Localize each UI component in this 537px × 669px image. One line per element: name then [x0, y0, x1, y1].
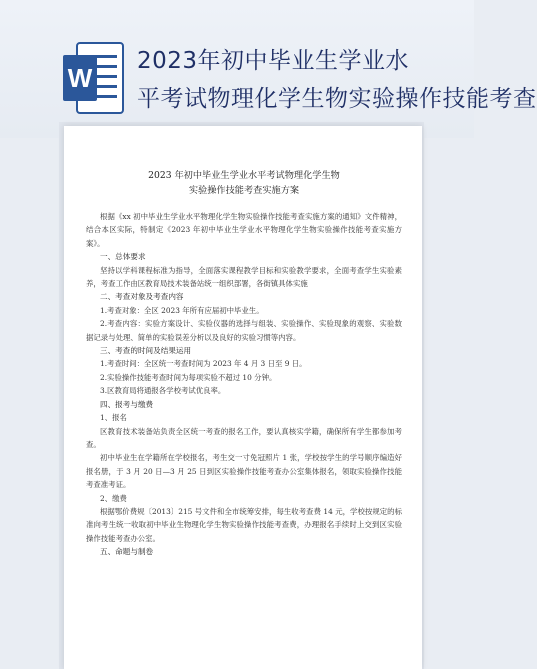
title-banner	[0, 0, 537, 138]
section-2-item-2: 2.考查内容：实验方案设计、实验仪器的选择与组装、实验操作、实验现象的观察、实验数据记录与处理、简单的实验误差分析以及良好的实验习惯等内容。	[86, 319, 402, 342]
section-1-text: 坚持以学科课程标准为指导，全面落实课程教学目标和实验教学要求，全面考查学生实验素养，考查工作由区教育局技术装备站统一组织部署，各街镇具体实施	[86, 265, 402, 289]
section-3-item-1: 1.考查时间：全区统一考查时间为 2023 年 4 月 3 日至 9 日。	[100, 359, 307, 369]
svg-text:W: W	[67, 63, 93, 93]
section-3-heading: 三、考查的时间及结果运用	[100, 346, 192, 356]
section-4-subheading-1: 1、报名	[100, 413, 127, 423]
banner-title-line-2: 平考试物理化学生物实验操作技能考查	[137, 86, 537, 112]
intro-paragraph: 根据《xx 初中毕业生学业水平物理化学生物实验操作技能考查实施方案的通知》文件精神，结合本区实际，特制定《2023 年初中毕业生学业水平物理化学生物实验操作技能考查实施方案》。	[86, 212, 402, 248]
banner-title-line-1: 2023年初中毕业生学业水	[137, 48, 410, 74]
section-4-subheading-2: 2、缴费	[100, 493, 127, 503]
microsoft-word-icon	[63, 41, 125, 115]
section-4-paragraph-1: 区教育技术装备站负责全区统一考查的报名工作，要认真核实学籍，确保所有学生都参加考查。	[86, 426, 402, 449]
section-4-heading: 四、报考与缴费	[100, 399, 154, 409]
document-page	[64, 126, 422, 669]
document-title-line-2: 实验操作技能考查实施方案	[188, 185, 300, 196]
document-body	[86, 168, 402, 559]
section-3-item-2: 2.实验操作技能考查时间为每项实验不超过 10 分钟。	[100, 372, 277, 382]
section-2-item-1: 1.考查对象：全区 2023 年所有应届初中毕业生。	[100, 305, 264, 315]
section-3-item-3: 3.区教育局将通报各学校考试优良率。	[100, 386, 226, 396]
section-5-heading: 五、命题与制卷	[100, 547, 154, 557]
section-4-paragraph-3: 根据鄂价费规〔2013〕215 号文件和全市统筹安排，每生收考查费 14 元，学校按规定的标准向考生统一收取初中毕业生物理化学生物实验操作技能考查费，办理报名手续时上交到区实验操作技能考查办公室。	[86, 506, 402, 543]
section-4-paragraph-2: 初中毕业生在学籍所在学校报名，考生交一寸免冠照片 1 张，学校按学生的学号顺序编造好报名册，于 3 月 20 日—3 月 25 日到区实验操作技能考查办公室集体报名，领取实验操作技能考查准考证。	[86, 453, 402, 490]
section-2-heading: 二、考查对象及考查内容	[100, 292, 184, 302]
document-title-line-1: 2023 年初中毕业生学业水平考试物理化学生物	[148, 170, 340, 181]
section-1-heading: 一、总体要求	[100, 252, 146, 262]
